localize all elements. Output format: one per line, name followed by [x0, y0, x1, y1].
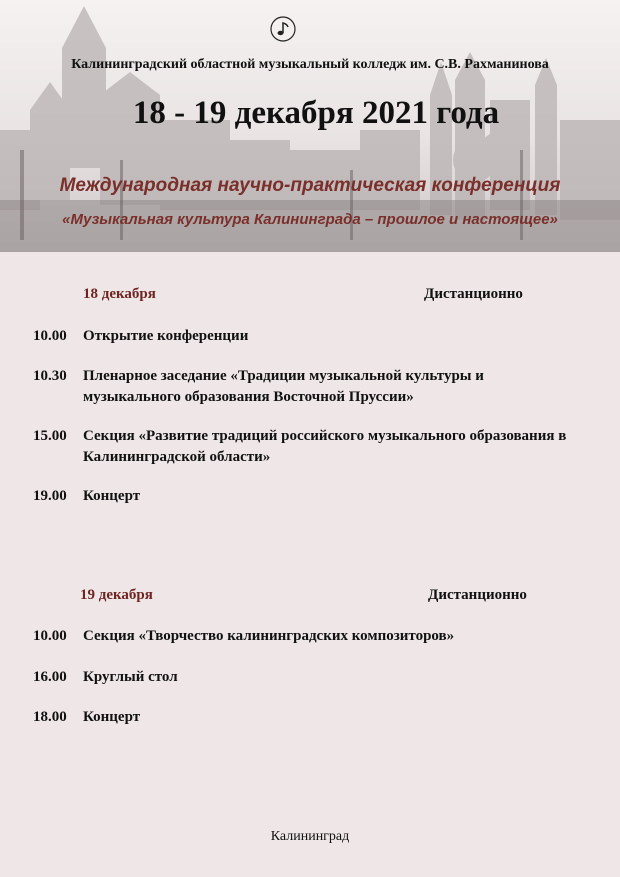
- conference-title: Международная научно-практическая конференция: [59, 175, 561, 196]
- schedule-row: [33, 426, 573, 468]
- schedule-row: [33, 626, 573, 647]
- footer-city: Калининград: [270, 829, 350, 844]
- event-title: Концерт: [83, 709, 141, 725]
- event-time: 15.00: [33, 428, 67, 444]
- event-time: 10.00: [33, 628, 67, 644]
- event-title: Секция «Творчество калининградских композиторов»: [83, 628, 455, 644]
- schedule-row: [33, 366, 573, 408]
- schedule-row: [33, 326, 573, 347]
- event-title: Секция «Развитие традиций российского музыкального образования в Калининградской области»: [83, 428, 567, 465]
- college-name: Калининградский областной музыкальный колледж им. С.В. Рахманинова: [71, 57, 549, 72]
- schedule-row: [33, 486, 573, 507]
- event-title: Концерт: [83, 488, 141, 504]
- header-banner: [0, 0, 620, 252]
- event-title: Пленарное заседание «Традиции музыкальной культуры и музыкального образования Восточной Пруссии»: [83, 368, 484, 405]
- music-note-icon: [270, 16, 296, 42]
- day-format: Дистанционно: [428, 587, 527, 603]
- event-time: 18.00: [33, 709, 67, 725]
- event-title: Круглый стол: [83, 669, 178, 685]
- event-dates: 18 - 19 декабря 2021 года: [132, 95, 500, 131]
- day-format: Дистанционно: [424, 286, 523, 302]
- schedule-row: [33, 667, 573, 688]
- schedule-row: [33, 707, 573, 728]
- day-date: 19 декабря: [80, 587, 153, 603]
- event-time: 16.00: [33, 669, 67, 685]
- event-time: 19.00: [33, 488, 67, 504]
- event-time: 10.00: [33, 328, 67, 344]
- event-time: 10.30: [33, 368, 67, 384]
- day-date: 18 декабря: [83, 286, 156, 302]
- conference-subtitle: «Музыкальная культура Калининграда – прошлое и настоящее»: [62, 211, 558, 228]
- event-title: Открытие конференции: [83, 328, 249, 344]
